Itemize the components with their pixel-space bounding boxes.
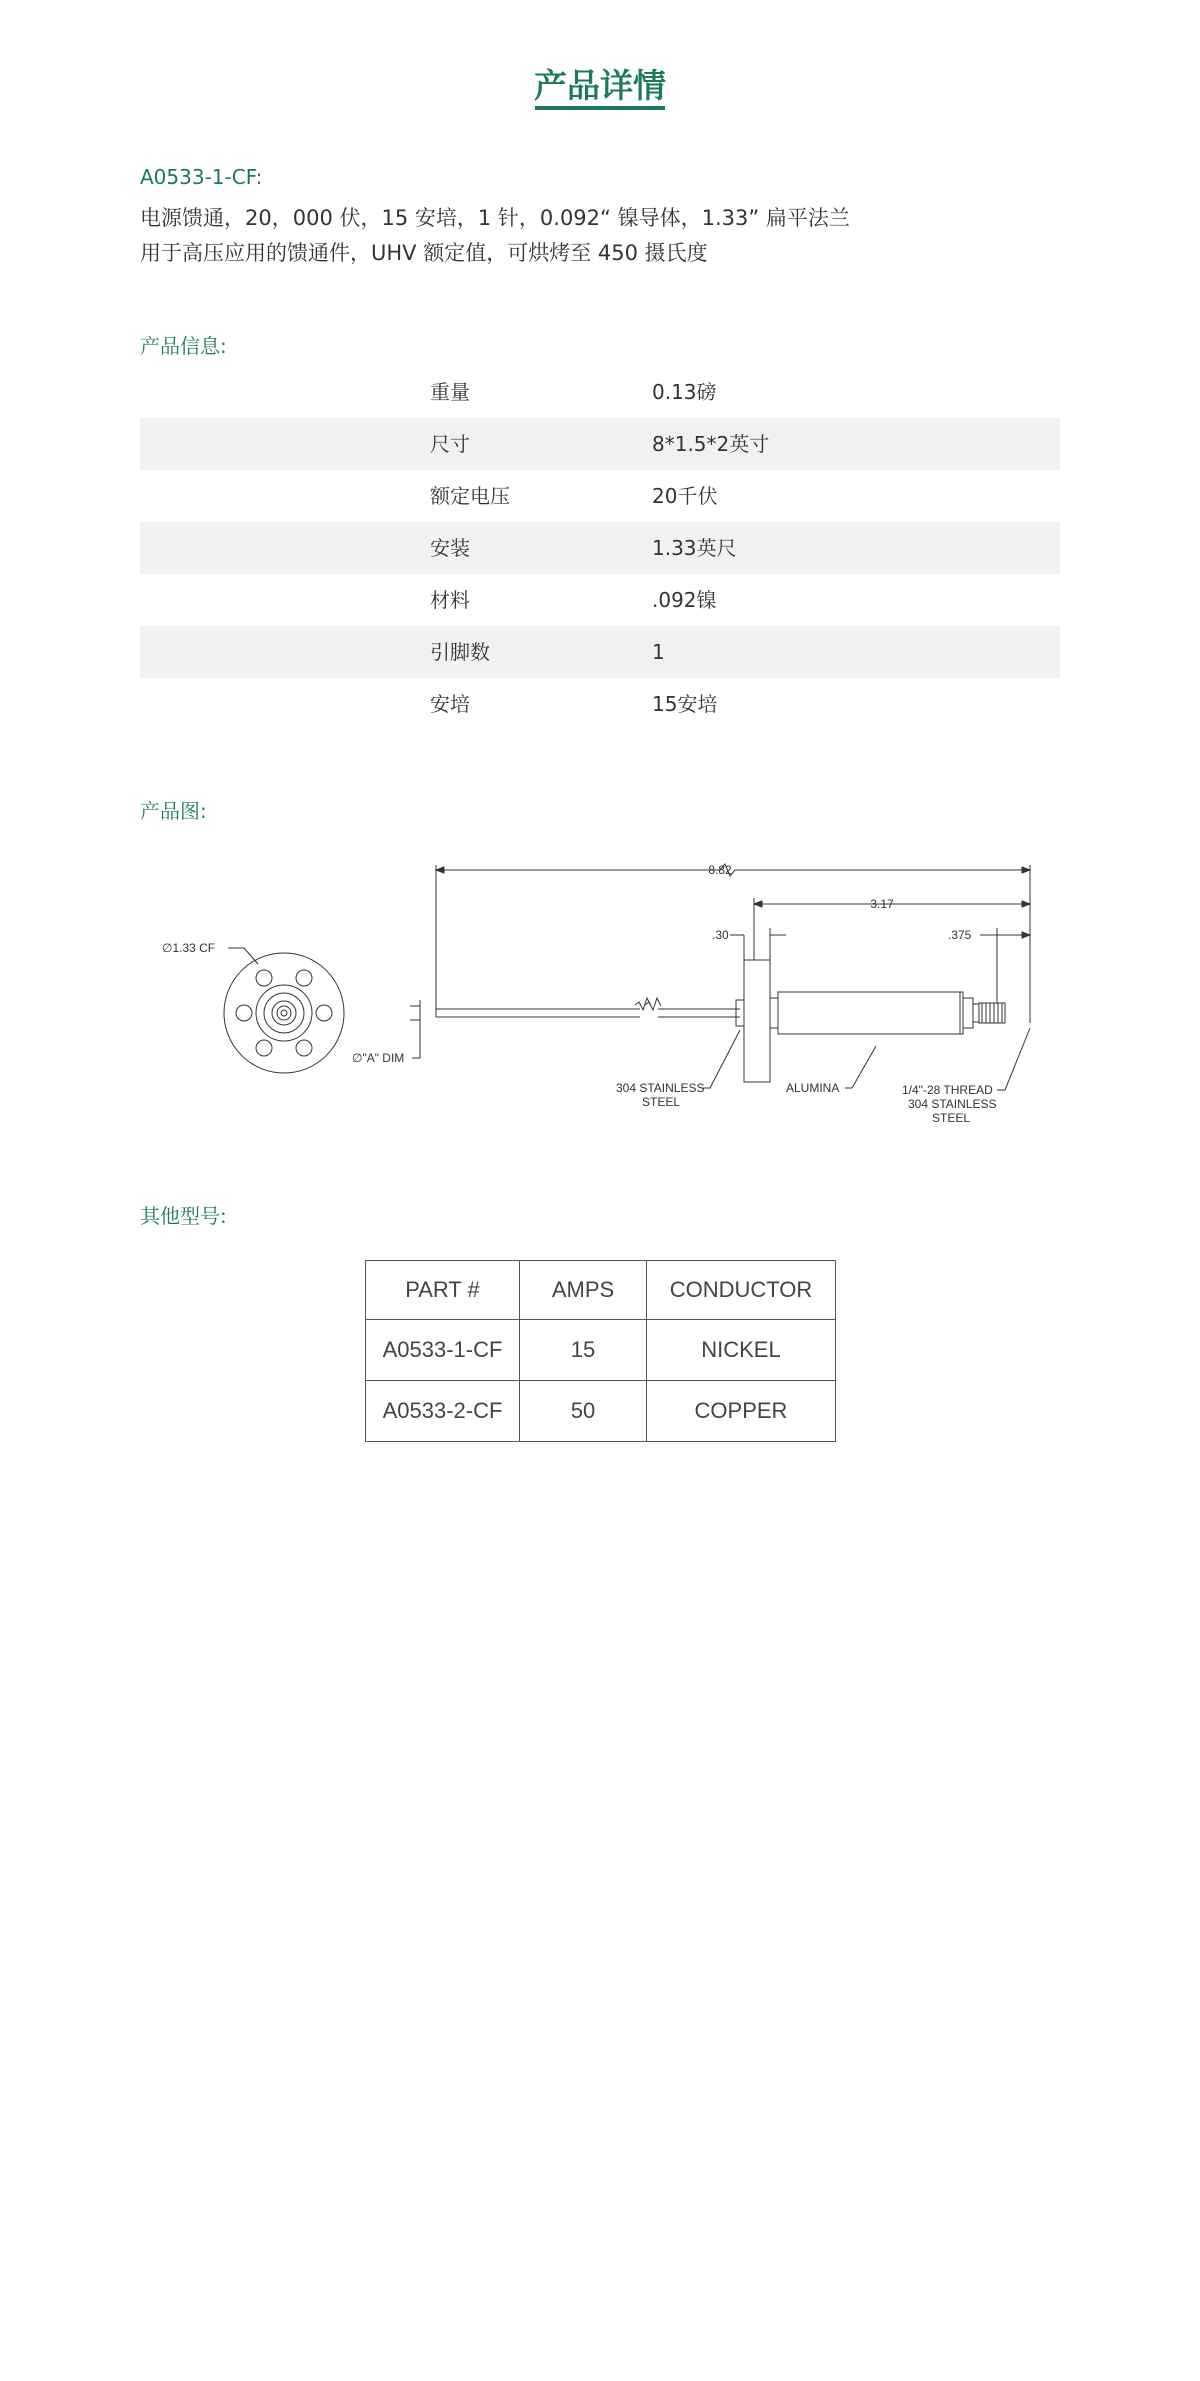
a-dim-indicator — [410, 1000, 420, 1058]
col-header-amps: AMPS — [520, 1261, 647, 1320]
info-key: 安培 — [430, 692, 470, 716]
info-key: 额定电压 — [430, 484, 510, 508]
label-a-dim: ∅"A" DIM — [352, 1051, 405, 1065]
label-thread-1: 1/4"-28 THREAD — [902, 1083, 993, 1097]
info-row-pins — [140, 626, 1060, 678]
title-underline — [535, 106, 665, 110]
info-key: 尺寸 — [430, 432, 470, 456]
product-description-line-2: 用于高压应用的馈通件，UHV 额定值，可烘烤至 450 摄氏度 — [140, 241, 708, 265]
product-info-table — [140, 366, 1060, 730]
dim-overall: 8.82 — [708, 863, 732, 877]
table-row — [366, 1381, 836, 1442]
product-drawing-heading: 产品图: — [140, 799, 207, 823]
info-row-weight — [140, 366, 1060, 418]
conductor-rod — [436, 998, 740, 1017]
cell-amps: 15 — [520, 1320, 647, 1381]
dim-body-length: 3.17 — [870, 897, 894, 911]
info-value: 0.13磅 — [652, 380, 717, 404]
page-title: 产品详情 — [534, 66, 666, 105]
cell-conductor: NICKEL — [647, 1320, 836, 1381]
info-row-voltage — [140, 470, 1060, 522]
product-code: A0533-1-CF: — [140, 165, 263, 189]
col-header-conductor: CONDUCTOR — [647, 1261, 836, 1320]
alumina-body — [778, 992, 979, 1034]
product-description-line-1: 电源馈通，20，000 伏，15 安培，1 针，0.092“ 镍导体，1.33” 扁平法兰 — [140, 206, 850, 230]
info-value: 8*1.5*2英寸 — [652, 432, 770, 456]
info-row-size — [140, 418, 1060, 470]
label-flange-diameter: ∅1.33 CF — [162, 941, 216, 955]
info-value: 1 — [652, 640, 665, 664]
info-key: 安装 — [430, 536, 470, 560]
flange-side-view — [736, 960, 778, 1082]
label-thread-3: STEEL — [932, 1111, 971, 1125]
info-row-mounting — [140, 522, 1060, 574]
other-models-table — [365, 1260, 836, 1442]
info-value: 20千伏 — [652, 484, 718, 508]
info-value: 15安培 — [652, 692, 718, 716]
flange-end-view — [224, 948, 344, 1073]
info-value: 1.33英尺 — [652, 536, 737, 560]
col-header-part: PART # — [366, 1261, 520, 1320]
cell-part: A0533-2-CF — [366, 1381, 520, 1442]
label-steel-2: STEEL — [642, 1095, 681, 1109]
cell-amps: 50 — [520, 1381, 647, 1442]
info-row-amps — [140, 678, 1060, 730]
leader-lines — [702, 1028, 1030, 1090]
dimension-lines — [436, 864, 1030, 1023]
info-key: 重量 — [430, 380, 470, 404]
dim-thread-length: .375 — [948, 928, 972, 942]
thread-stud — [979, 1003, 1005, 1023]
label-steel-1: 304 STAINLESS — [616, 1081, 705, 1095]
product-info-heading: 产品信息: — [140, 334, 227, 358]
label-thread-2: 304 STAINLESS — [908, 1097, 997, 1111]
technical-drawing — [140, 840, 1060, 1140]
info-row-material — [140, 574, 1060, 626]
table-header-row — [366, 1261, 836, 1320]
cell-part: A0533-1-CF — [366, 1320, 520, 1381]
info-value: .092镍 — [652, 588, 717, 612]
table-row — [366, 1320, 836, 1381]
dim-flange-thickness: .30 — [712, 928, 729, 942]
label-alumina: ALUMINA — [786, 1081, 840, 1095]
other-models-heading: 其他型号: — [140, 1204, 227, 1228]
info-key: 引脚数 — [430, 640, 490, 664]
info-key: 材料 — [430, 588, 470, 612]
cell-conductor: COPPER — [647, 1381, 836, 1442]
